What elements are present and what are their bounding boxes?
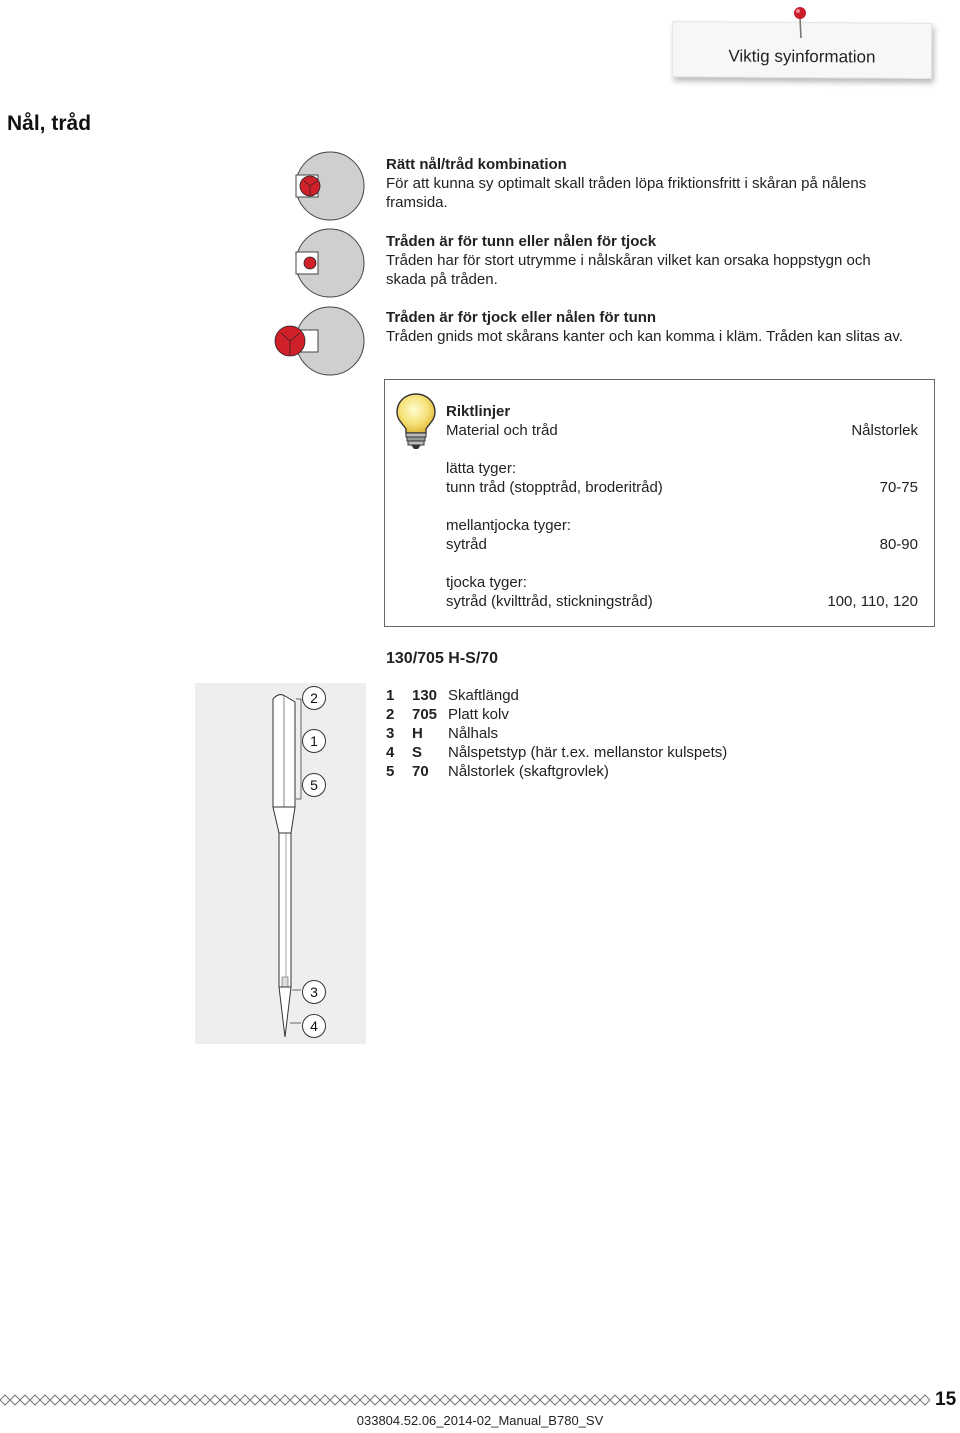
info-body-line: Tråden har för stort utrymme i nålskåran vilket kan orsaka hoppstygn och bbox=[386, 252, 871, 269]
guidelines-col-size: Nålstorlek bbox=[851, 422, 918, 439]
legend-desc: Nålstorlek (skaftgrovlek) bbox=[448, 763, 609, 780]
thick-thread-icon bbox=[270, 303, 370, 379]
legend-code: 705 bbox=[412, 706, 438, 723]
guidelines-thread: sytråd (kvilttråd, stickningstråd) bbox=[446, 593, 653, 610]
footer-zigzag-divider bbox=[0, 1394, 930, 1406]
guidelines-col-material: Material och tråd bbox=[446, 422, 558, 439]
legend-num: 4 bbox=[386, 744, 395, 761]
thin-thread-icon bbox=[270, 225, 370, 301]
guidelines-fabric: lätta tyger: bbox=[446, 460, 517, 477]
info-body-line: För att kunna sy optimalt skall tråden löpa friktionsfritt i skåran på nålens bbox=[386, 175, 867, 192]
callout-3: 3 bbox=[302, 980, 326, 1004]
page-number: 15 bbox=[935, 1389, 957, 1410]
pin-icon bbox=[788, 4, 812, 40]
info-correct-combination bbox=[386, 155, 866, 212]
guidelines-thread: sytråd bbox=[446, 536, 487, 553]
needle-system-code: 130/705 H-S/70 bbox=[386, 650, 499, 667]
needle-illustration bbox=[195, 683, 366, 1044]
callout-2: 2 bbox=[302, 686, 326, 710]
legend-row bbox=[386, 706, 735, 725]
legend-code: S bbox=[412, 744, 423, 761]
legend-num: 3 bbox=[386, 725, 395, 742]
needle-legend bbox=[386, 687, 735, 782]
callout-1: 1 bbox=[302, 729, 326, 753]
legend-row bbox=[386, 687, 735, 706]
legend-desc: Skaftlängd bbox=[448, 687, 519, 704]
info-thread-too-thick bbox=[386, 308, 903, 346]
guidelines-title: Riktlinjer bbox=[446, 403, 511, 420]
guidelines-size: 80-90 bbox=[879, 536, 918, 553]
guidelines-size: 70-75 bbox=[879, 479, 918, 496]
guidelines-fabric: mellantjocka tyger: bbox=[446, 517, 572, 534]
callout-4: 4 bbox=[302, 1014, 326, 1038]
legend-code: 70 bbox=[412, 763, 429, 780]
correct-combination-icon bbox=[270, 148, 370, 224]
callout-5: 5 bbox=[302, 773, 326, 797]
document-code: 033804.52.06_2014-02_Manual_B780_SV bbox=[356, 1413, 604, 1428]
info-heading: Rätt nål/tråd kombination bbox=[386, 156, 567, 173]
guidelines-size: 100, 110, 120 bbox=[827, 593, 918, 610]
page-title: Nål, tråd bbox=[7, 112, 92, 135]
section-label: Viktig syinformation bbox=[728, 46, 876, 67]
info-body-line: Tråden gnids mot skårans kanter och kan komma i kläm. Tråden kan slitas av. bbox=[386, 328, 903, 345]
legend-desc: Platt kolv bbox=[448, 706, 509, 723]
legend-row bbox=[386, 725, 735, 744]
info-heading: Tråden är för tunn eller nålen för tjock bbox=[386, 233, 657, 250]
guidelines-thread: tunn tråd (stopptråd, broderitråd) bbox=[446, 479, 663, 496]
legend-num: 2 bbox=[386, 706, 395, 723]
light-bulb-icon bbox=[394, 392, 438, 450]
guidelines-fabric: tjocka tyger: bbox=[446, 574, 527, 591]
legend-num: 1 bbox=[386, 687, 395, 704]
legend-desc: Nålhals bbox=[448, 725, 499, 742]
info-heading: Tråden är för tjock eller nålen för tunn bbox=[386, 309, 657, 326]
legend-code: 130 bbox=[412, 687, 438, 704]
info-body-line: framsida. bbox=[386, 194, 448, 211]
info-body-line: skada på tråden. bbox=[386, 271, 498, 288]
legend-desc: Nålspetstyp (här t.ex. mellanstor kulspets) bbox=[448, 744, 728, 761]
guidelines-box bbox=[384, 379, 935, 627]
legend-code: H bbox=[412, 725, 423, 742]
legend-num: 5 bbox=[386, 763, 395, 780]
info-thread-too-thin bbox=[386, 232, 871, 289]
legend-row bbox=[386, 763, 735, 782]
legend-row bbox=[386, 744, 735, 763]
